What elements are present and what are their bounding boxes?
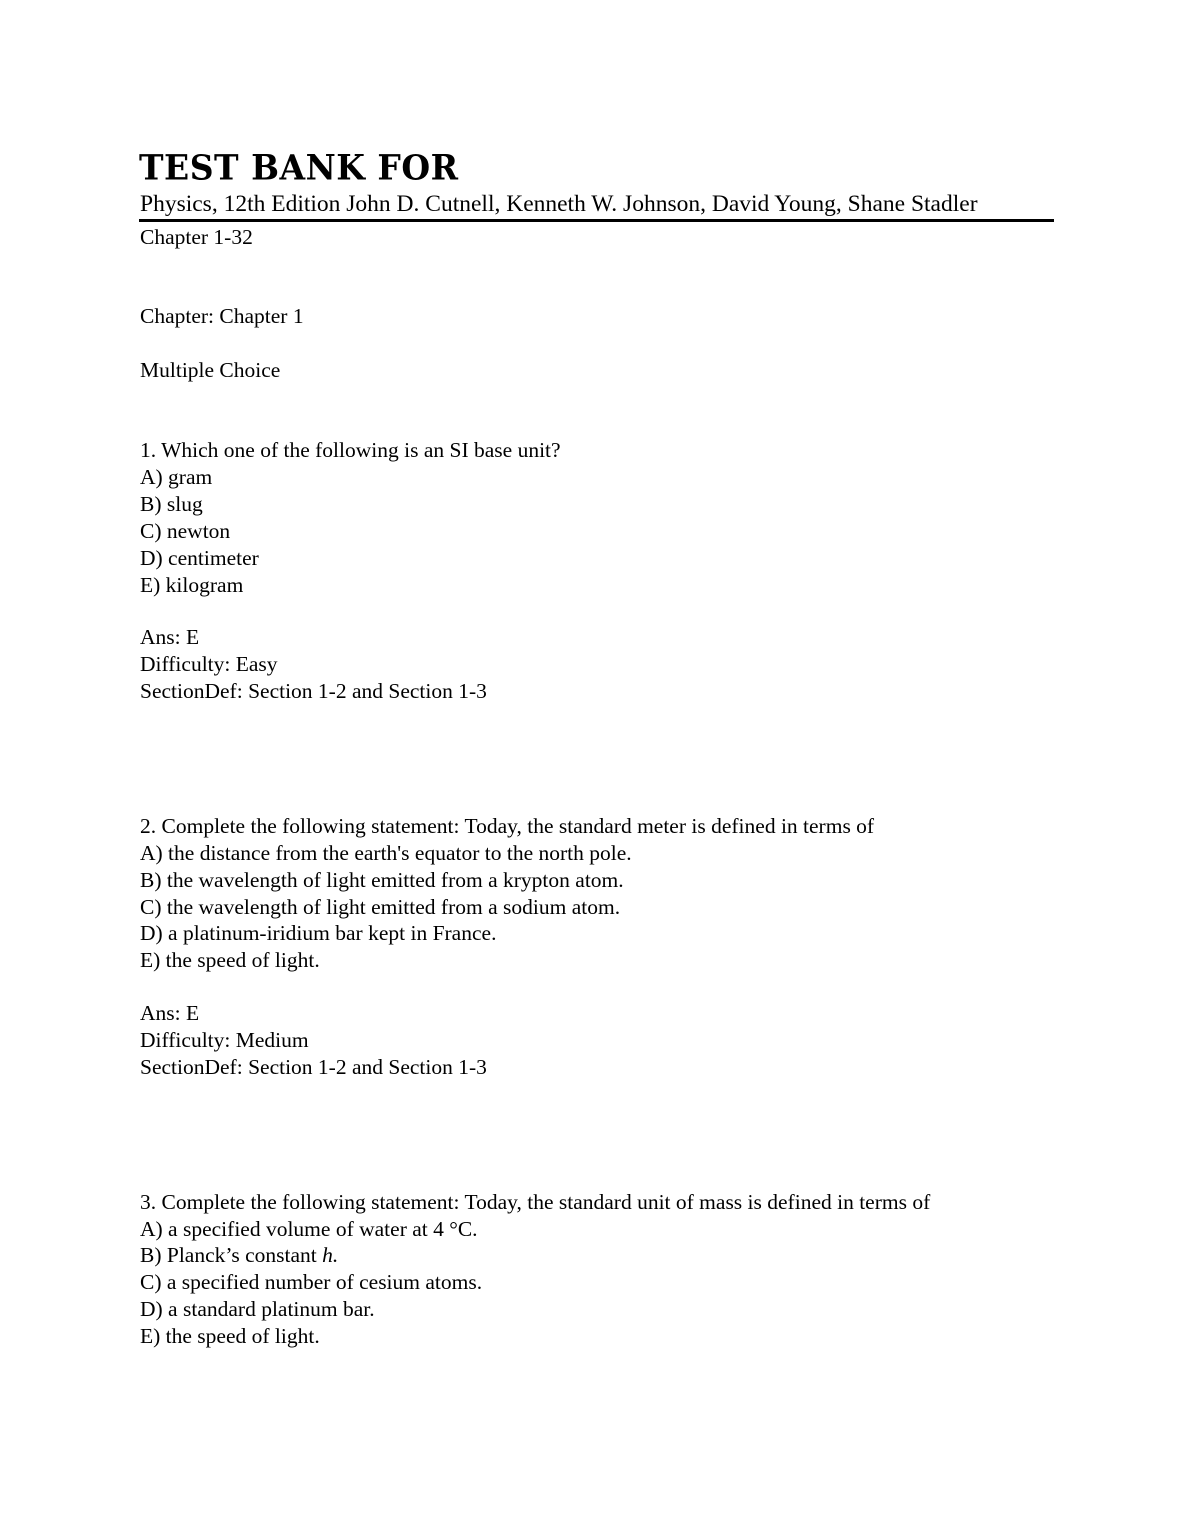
header-divider	[139, 219, 1054, 222]
question-2-difficulty: Difficulty: Medium	[140, 1028, 309, 1052]
question-1-option-b: B) slug	[140, 492, 203, 516]
question-1-section: SectionDef: Section 1-2 and Section 1-3	[140, 679, 487, 703]
question-2-answer: Ans: E	[140, 1001, 200, 1025]
question-1-option-d: D) centimeter	[140, 546, 259, 570]
question-3-option-b-text: B) Planck’s constant	[140, 1243, 323, 1267]
question-2-stem: 2. Complete the following statement: Today, the standard meter is defined in terms of	[140, 814, 875, 838]
question-1-option-e: E) kilogram	[140, 573, 244, 597]
question-2-option-c: C) the wavelength of light emitted from a sodium atom.	[140, 895, 621, 919]
question-3-option-b	[140, 1242, 338, 1269]
question-2-option-b: B) the wavelength of light emitted from a krypton atom.	[140, 868, 624, 892]
question-1-difficulty: Difficulty: Easy	[140, 652, 278, 676]
question-1-stem: 1. Which one of the following is an SI base unit?	[140, 438, 561, 462]
question-1-option-a: A) gram	[140, 465, 213, 489]
question-2-option-a: A) the distance from the earth's equator to the north pole.	[140, 841, 632, 865]
question-3-option-c: C) a specified number of cesium atoms.	[140, 1270, 483, 1294]
question-3-stem: 3. Complete the following statement: Today, the standard unit of mass is defined in terms of	[140, 1190, 931, 1214]
doc-title: TEST BANK FOR	[139, 147, 459, 188]
question-3-option-e: E) the speed of light.	[140, 1324, 320, 1348]
question-2-option-d: D) a platinum-iridium bar kept in France.	[140, 921, 497, 945]
question-3-option-b-symbol: h.	[322, 1243, 339, 1267]
question-3-option-d: D) a standard platinum bar.	[140, 1297, 375, 1321]
question-1-option-c: C) newton	[140, 519, 231, 543]
question-3-option-a: A) a specified volume of water at 4 °C.	[140, 1217, 478, 1241]
question-1-answer: Ans: E	[140, 625, 200, 649]
question-2-option-e: E) the speed of light.	[140, 948, 320, 972]
chapter-range: Chapter 1-32	[140, 225, 253, 249]
doc-subtitle: Physics, 12th Edition John D. Cutnell, Kenneth W. Johnson, David Young, Shane Stadler	[140, 191, 978, 217]
section-type: Multiple Choice	[140, 358, 281, 382]
chapter-line: Chapter: Chapter 1	[140, 304, 304, 328]
question-2-section: SectionDef: Section 1-2 and Section 1-3	[140, 1055, 487, 1079]
